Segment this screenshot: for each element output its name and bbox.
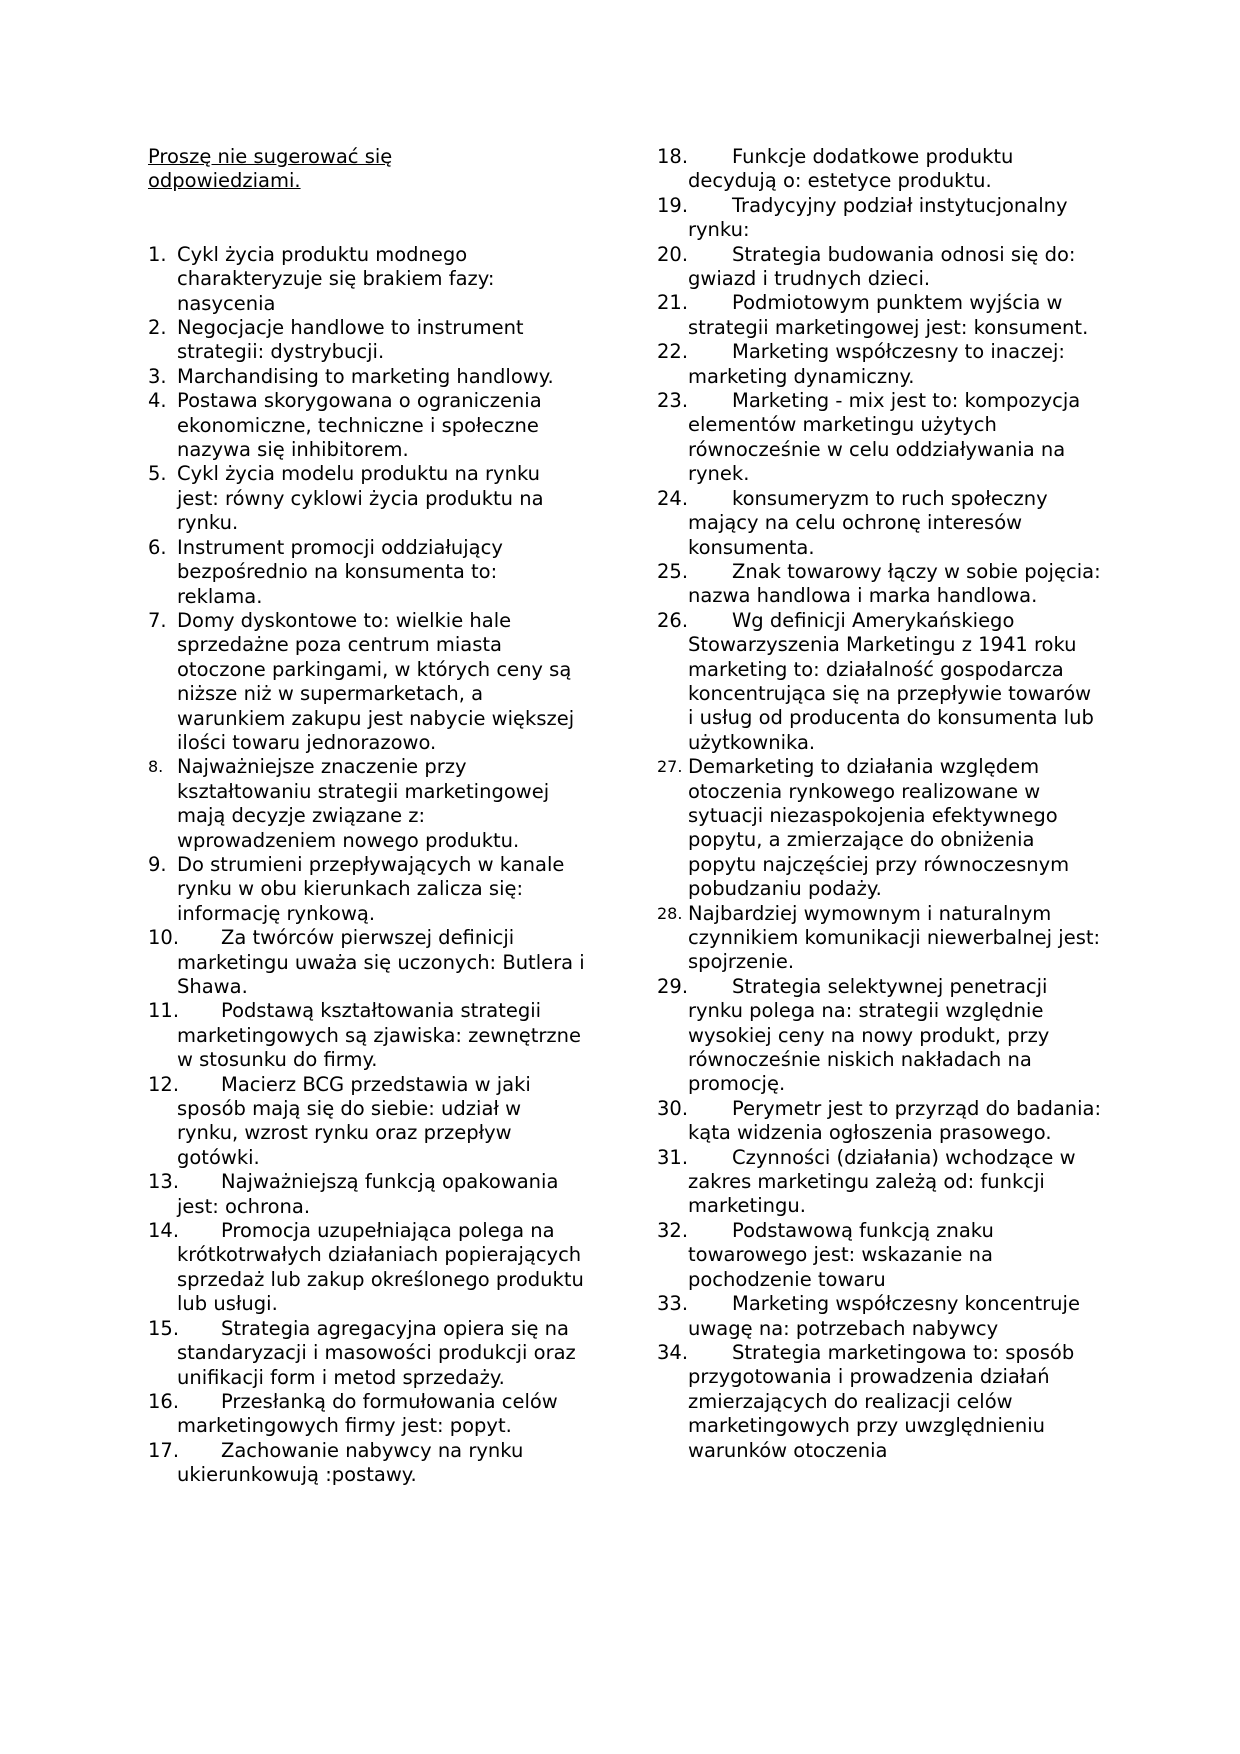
- item-text: Przesłanką do formułowania celów marketingowych firmy jest: popyt.: [177, 1389, 558, 1438]
- list-item: [148, 609, 586, 755]
- list-item: [657, 291, 1102, 340]
- item-text: Strategia selektywnej penetracji rynku polega na: strategii względnie wysokiej ceny na nowy produkt, przy równocześnie niskich nakładach na promocję.: [688, 974, 1050, 1096]
- item-text: Negocjacje handlowe to instrument strategii: dystrybucji.: [177, 316, 524, 364]
- item-number: 30.: [657, 1096, 689, 1120]
- item-number: 33.: [657, 1292, 689, 1316]
- list-item: [657, 1219, 1102, 1292]
- item-text: Najważniejszą funkcją opakowania jest: ochrona.: [177, 1170, 559, 1218]
- list-item: [148, 462, 586, 535]
- list-item: [657, 389, 1102, 487]
- list-item: [657, 1146, 1102, 1219]
- list-item: [148, 389, 586, 462]
- item-number: 13.: [148, 1170, 180, 1194]
- item-number: 10.: [148, 926, 180, 950]
- item-text: konsumeryzm to ruch społeczny mający na celu ochronę interesów konsumenta.: [688, 486, 1048, 559]
- list-item: [657, 560, 1102, 609]
- item-number: 7.: [148, 608, 167, 632]
- item-text: Postawa skorygowana o ograniczenia ekonomiczne, techniczne i społeczne nazywa się inhibitorem.: [177, 389, 542, 462]
- item-number: 31.: [657, 1145, 689, 1169]
- question-list-right: [657, 145, 1102, 1463]
- item-number: 1.: [148, 242, 167, 266]
- right-column: [657, 145, 1102, 1463]
- item-text: Demarketing to działania względem otoczenia rynkowego realizowane w sytuacji niezaspokojenia efektywnego popytu, a zmierzające do obniżenia popytu najczęściej przy równoczesnym pobudzaniu podaży.: [688, 755, 1070, 901]
- item-number: 24.: [657, 486, 689, 510]
- item-text: Znak towarowy łączy w sobie pojęcia: nazwa handlowa i marka handlowa.: [688, 559, 1101, 608]
- item-number: 17.: [148, 1438, 180, 1462]
- item-number: 22.: [657, 340, 689, 364]
- list-item: [148, 926, 586, 999]
- item-text: Do strumieni przepływających w kanale rynku w obu kierunkach zalicza się: informację rynkową.: [177, 852, 565, 925]
- item-text: Domy dyskontowe to: wielkie hale sprzedażne poza centrum miasta otoczone parkingami, w których ceny są niższe niż w supermarketach, a warunkiem zakupu jest nabycie większej ilości towaru jednorazowo.: [177, 608, 575, 754]
- item-text: Podstawą kształtowania strategii marketingowych są zjawiska: zewnętrzne w stosunku do firmy.: [177, 999, 581, 1072]
- item-number: 4.: [148, 389, 167, 413]
- list-item: [657, 609, 1102, 755]
- item-number: 25.: [657, 559, 689, 583]
- item-number: 23.: [657, 389, 689, 413]
- list-item: [657, 487, 1102, 560]
- list-item: [657, 975, 1102, 1097]
- item-text: Za twórców pierwszej definicji marketingu uważa się uczonych: Butlera i Shawa.: [177, 926, 585, 998]
- item-text: Wg definicji Amerykańskiego Stowarzyszenia Marketingu z 1941 roku marketing to: działalność gospodarcza koncentrująca się na przepływie towarów i usług od producenta do konsumenta lub użytkownika.: [688, 608, 1094, 754]
- question-list-left: [148, 243, 586, 1488]
- list-item: [148, 1439, 586, 1488]
- item-text: Funkcje dodatkowe produktu decydują o: estetyce produktu.: [688, 145, 1014, 193]
- item-number: 2.: [148, 316, 167, 340]
- list-item: [657, 243, 1102, 292]
- list-item: [657, 1097, 1102, 1146]
- item-number: 6.: [148, 535, 167, 559]
- item-number: 29.: [657, 974, 689, 998]
- item-text: Marketing - mix jest to: kompozycja elementów marketingu użytych równocześnie w celu oddziaływania na rynek.: [688, 389, 1081, 486]
- item-number: 11.: [148, 999, 180, 1023]
- list-item: [148, 853, 586, 926]
- list-item: [657, 755, 1102, 901]
- item-number: 15.: [148, 1316, 180, 1340]
- list-item: [657, 194, 1102, 243]
- list-item: [148, 1219, 586, 1317]
- item-number: 9.: [148, 852, 167, 876]
- list-item: [148, 1073, 586, 1171]
- item-number: 14.: [148, 1219, 180, 1243]
- item-text: Strategia marketingowa to: sposób przygotowania i prowadzenia działań zmierzających do realizacji celów marketingowych przy uwzględnieniu warunków otoczenia: [688, 1340, 1075, 1462]
- item-text: Czynności (działania) wchodzące w zakres marketingu zależą od: funkcji marketingu.: [688, 1145, 1076, 1218]
- list-item: [657, 145, 1102, 194]
- list-item: [657, 902, 1102, 975]
- item-number: 20.: [657, 242, 689, 266]
- item-number: 27.: [657, 757, 683, 777]
- item-text: Podstawową funkcją znaku towarowego jest: wskazanie na pochodzenie towaru: [688, 1218, 994, 1291]
- list-item: [148, 365, 586, 389]
- item-number: 34.: [657, 1340, 689, 1364]
- item-text: Najbardziej wymownym i naturalnym czynnikiem komunikacji niewerbalnej jest: spojrzenie.: [688, 901, 1101, 974]
- item-number: 21.: [657, 291, 689, 315]
- item-text: Cykl życia modelu produktu na rynku jest: równy cyklowi życia produktu na rynku.: [177, 462, 544, 535]
- item-number: 16.: [148, 1389, 180, 1413]
- list-item: [148, 1390, 586, 1439]
- list-item: [657, 1341, 1102, 1463]
- item-text: Promocja uzupełniająca polega na krótkotrwałych działaniach popierających sprzedaż lub zakup określonego produktu lub usługi.: [177, 1219, 584, 1316]
- item-number: 28.: [657, 903, 683, 923]
- item-text: Strategia budowania odnosi się do: gwiazd i trudnych dzieci.: [688, 242, 1076, 291]
- item-text: Instrument promocji oddziałujący bezpośrednio na konsumenta to: reklama.: [177, 535, 503, 608]
- list-item: [148, 1317, 586, 1390]
- item-number: 5.: [148, 462, 167, 486]
- item-number: 19.: [657, 193, 689, 217]
- item-number: 26.: [657, 608, 689, 632]
- item-number: 3.: [148, 364, 167, 388]
- list-item: [657, 340, 1102, 389]
- list-item: [148, 243, 586, 316]
- item-text: Zachowanie nabywcy na rynku ukierunkowują :postawy.: [177, 1438, 524, 1487]
- list-item: [657, 1292, 1102, 1341]
- item-text: Najważniejsze znaczenie przy kształtowaniu strategii marketingowej mają decyzje związane z: wprowadzeniem nowego produktu.: [177, 755, 550, 852]
- item-text: Perymetr jest to przyrząd do badania: kąta widzenia ogłoszenia prasowego.: [688, 1096, 1102, 1145]
- page-heading: Proszę nie sugerować się odpowiedziami.: [148, 145, 393, 193]
- item-text: Strategia agregacyjna opiera się na standaryzacji i masowości produkcji oraz unifikacji form i metod sprzedaży.: [177, 1316, 576, 1389]
- item-number: 8.: [148, 757, 164, 777]
- list-item: [148, 999, 586, 1072]
- item-text: Marchandising to marketing handlowy.: [177, 364, 554, 388]
- item-number: 18.: [657, 145, 689, 168]
- item-number: 32.: [657, 1218, 689, 1242]
- item-text: Marketing współczesny to inaczej: marketing dynamiczny.: [688, 340, 1065, 388]
- item-text: Podmiotowym punktem wyjścia w strategii marketingowej jest: konsument.: [688, 291, 1089, 339]
- list-item: [148, 536, 586, 609]
- list-item: [148, 316, 586, 365]
- item-text: Tradycyjny podział instytucjonalny rynku:: [688, 193, 1068, 242]
- item-text: Cykl życia produktu modnego charakteryzuje się brakiem fazy: nasycenia: [177, 242, 495, 315]
- item-number: 12.: [148, 1072, 180, 1096]
- item-text: Marketing współczesny koncentruje uwagę na: potrzebach nabywcy: [688, 1292, 1080, 1340]
- item-text: Macierz BCG przedstawia w jaki sposób mają się do siebie: udział w rynku, wzrost rynku oraz przepływ gotówki.: [177, 1072, 531, 1169]
- list-item: [148, 755, 586, 853]
- left-column: [148, 145, 586, 1488]
- list-item: [148, 1170, 586, 1219]
